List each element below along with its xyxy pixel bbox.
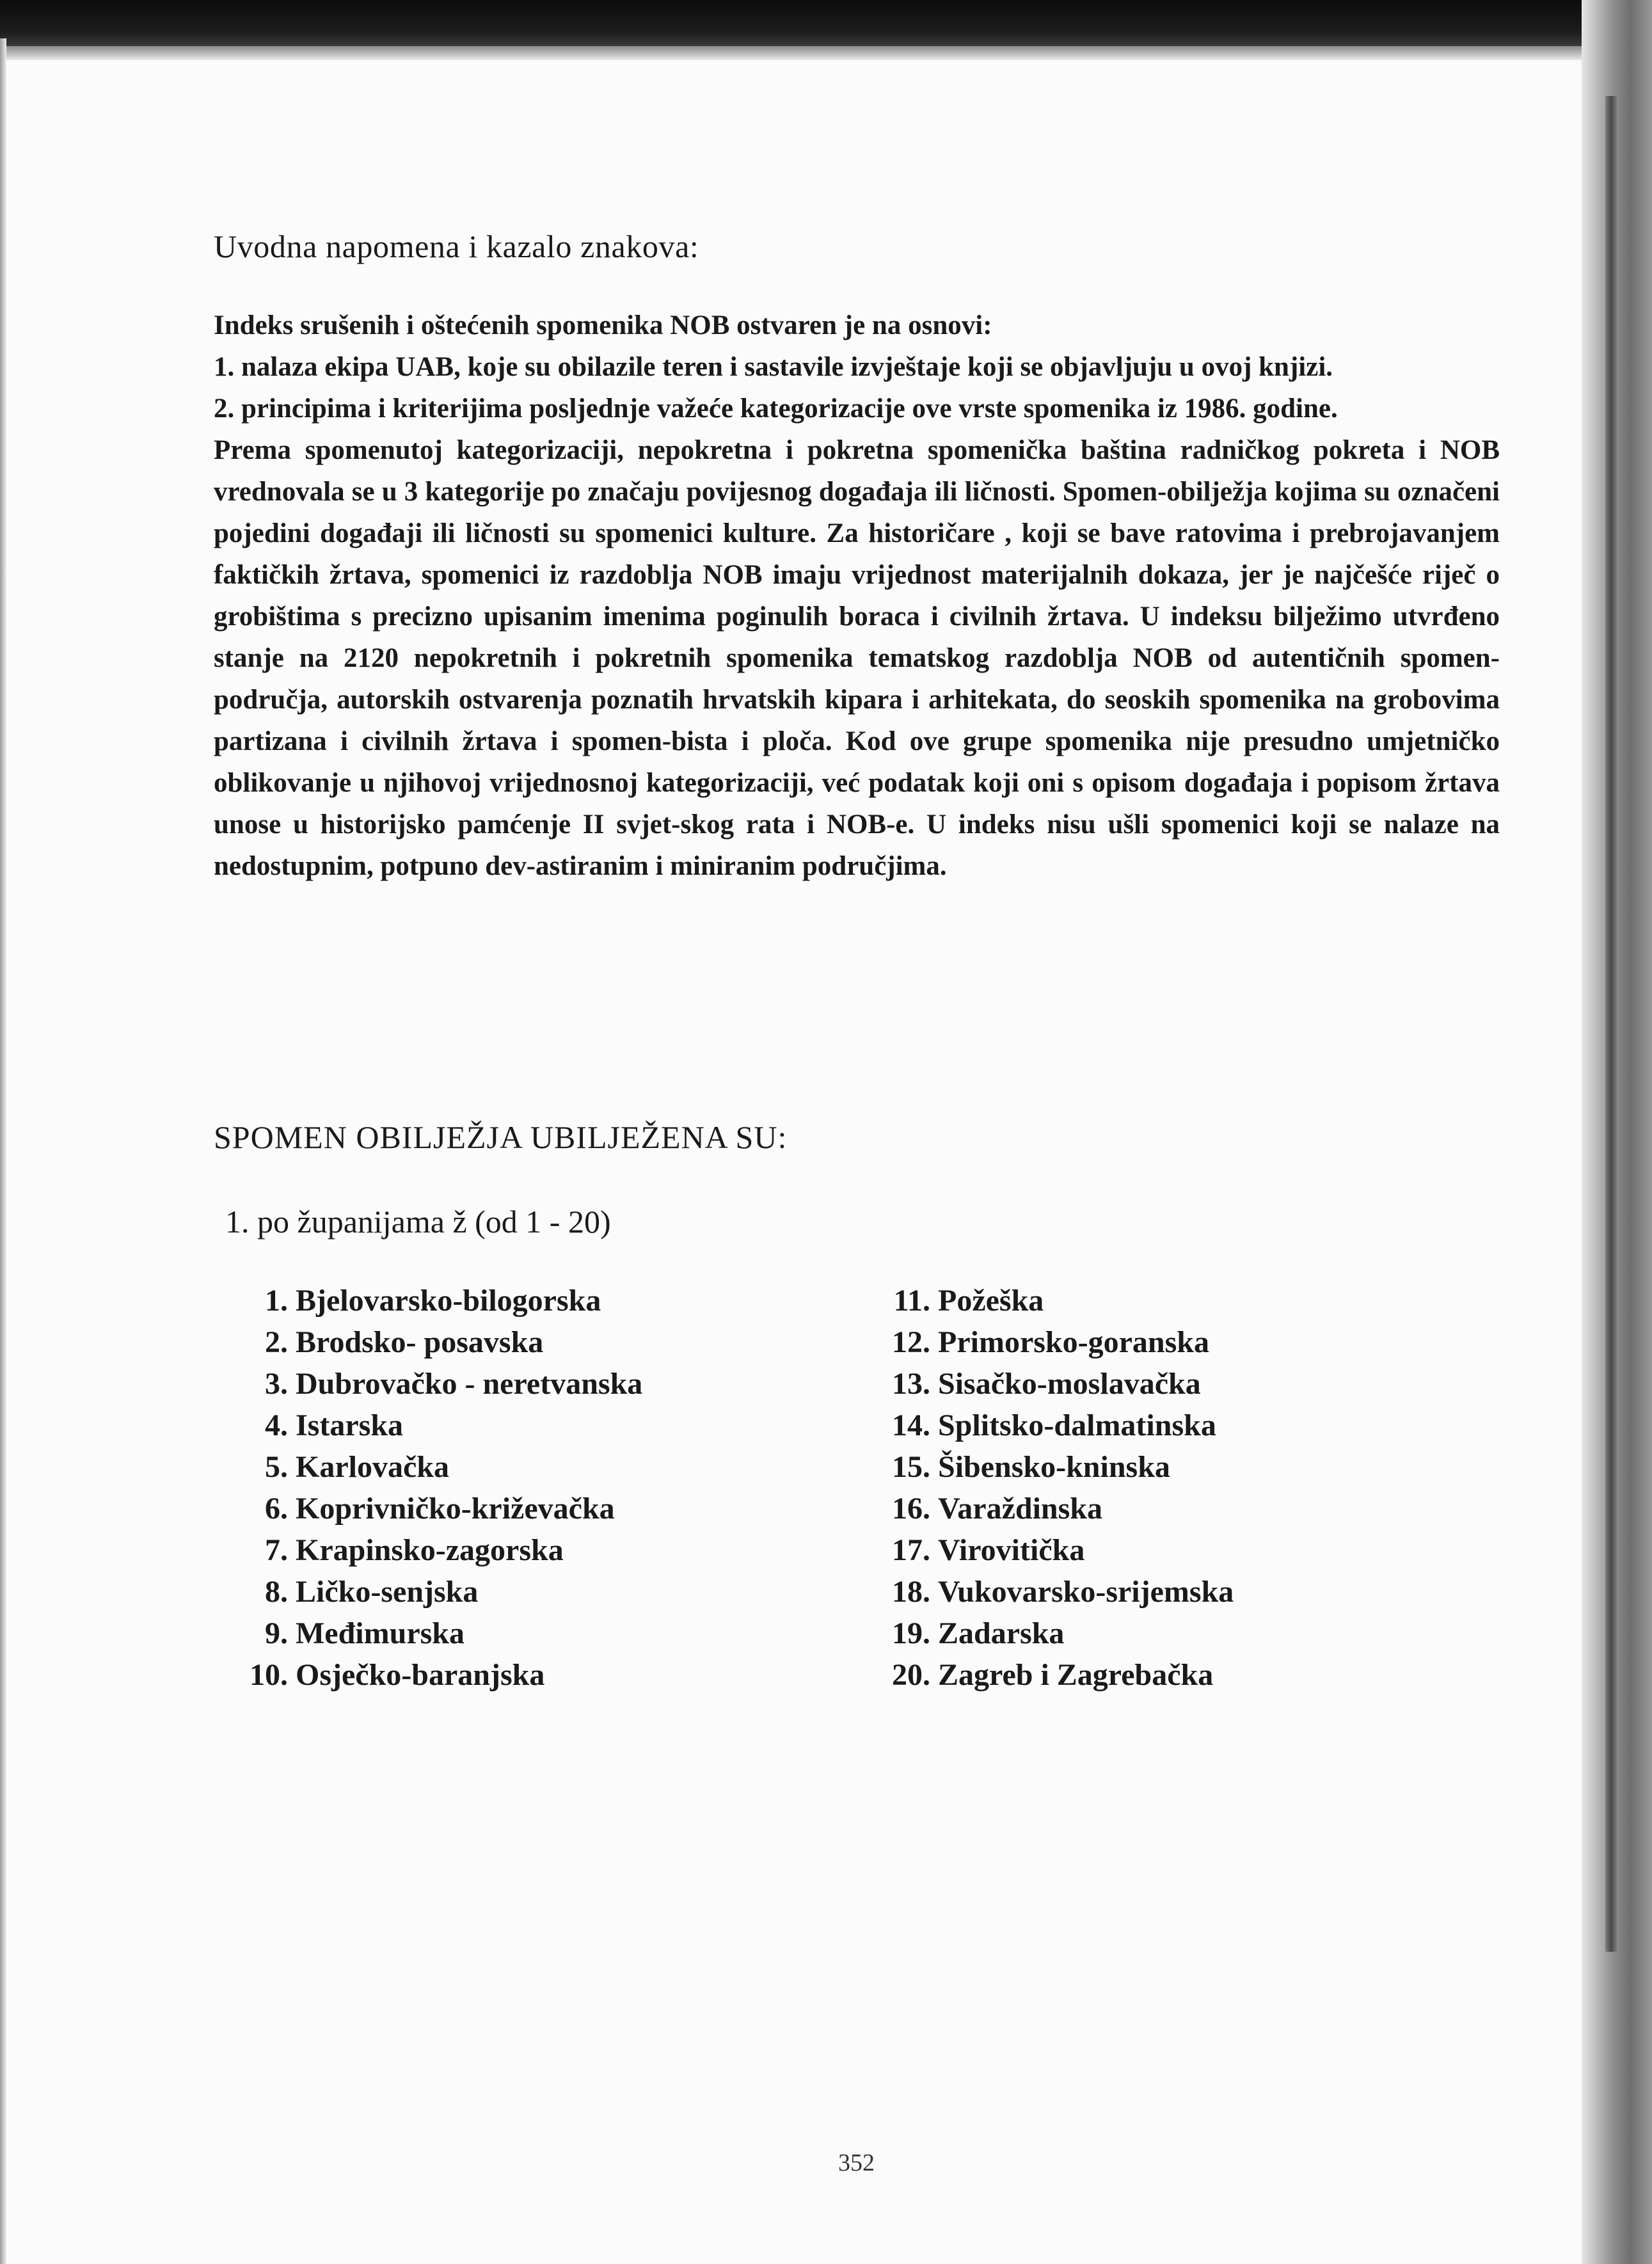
section-subtitle: 1. po županijama ž (od 1 - 20)	[225, 1204, 611, 1240]
list-item-number: 20.	[892, 1658, 930, 1692]
list-item-number: 4.	[265, 1408, 288, 1442]
list-item-name: Virovitička	[938, 1533, 1085, 1567]
list-item-name: Ličko-senjska	[296, 1575, 479, 1609]
list-item-number: 15.	[892, 1450, 930, 1484]
list-item-name: Sisačko-moslavačka	[938, 1367, 1201, 1401]
list-item	[233, 1654, 642, 1696]
list-item-number: 10.	[250, 1658, 288, 1692]
list-item	[233, 1571, 642, 1613]
list-item	[233, 1529, 642, 1571]
list-item-number: 12.	[892, 1325, 930, 1359]
list-item-number: 14.	[892, 1408, 930, 1442]
list-item-name: Šibensko-kninska	[938, 1450, 1170, 1484]
list-item-number: 8.	[265, 1575, 288, 1609]
list-item-number: 13.	[892, 1367, 930, 1401]
list-item-name: Istarska	[296, 1408, 404, 1442]
list-item	[875, 1321, 1234, 1363]
list-item	[233, 1488, 642, 1529]
intro-paragraph: 2. principima i kriterijima posljednje važeće kategorizacije ove vrste spomenika iz 1986. godine.	[214, 394, 1338, 424]
list-item	[875, 1654, 1234, 1696]
list-item-name: Zadarska	[938, 1616, 1065, 1650]
list-item	[875, 1488, 1234, 1529]
section-title: SPOMEN OBILJEŽJA UBILJEŽENA SU:	[214, 1119, 788, 1155]
list-item-name: Vukovarsko-srijemska	[938, 1575, 1234, 1609]
page-number: 352	[838, 2149, 875, 2176]
list-item-name: Bjelovarsko-bilogorska	[296, 1284, 601, 1318]
list-item	[875, 1613, 1234, 1654]
list-item-name: Karlovačka	[296, 1450, 449, 1484]
scan-left-edge	[0, 38, 6, 2264]
list-item-name: Primorsko-goranska	[938, 1325, 1209, 1359]
intro-paragraph: 1. nalaza ekipa UAB, koje su obilazile teren i sastavile izvještaje koji se objavljuju u ovoj knjizi.	[214, 352, 1333, 382]
list-item	[875, 1529, 1234, 1571]
list-item-number: 19.	[892, 1616, 930, 1650]
list-item-number: 2.	[265, 1325, 288, 1359]
list-item	[875, 1405, 1234, 1446]
list-item-name: Brodsko- posavska	[296, 1325, 544, 1359]
list-item-name: Koprivničko-križevačka	[296, 1492, 615, 1526]
list-item	[875, 1571, 1234, 1613]
list-item-number: 7.	[265, 1533, 288, 1567]
list-item-number: 11.	[893, 1284, 930, 1318]
list-item	[233, 1405, 642, 1446]
intro-paragraph: Indeks srušenih i oštećenih spomenika NOB ostvaren je na osnovi:	[214, 310, 992, 340]
list-item-number: 1.	[265, 1284, 288, 1318]
scan-top-shadow	[0, 46, 1652, 60]
list-item	[875, 1280, 1234, 1321]
scan-right-edge	[1582, 0, 1652, 2264]
intro-paragraph: Prema spomenutoj kategorizaciji, nepokretna i pokretna spomenička baština radničkog pokreta i NOB vrednovala se u 3 kategorije po značaju povijesnog događaja ili ličnosti. Spomen-obilježja kojima su označeni pojedini događaji ili ličnosti su spomenici kulture. Za historičare , koji se bave ratovima i prebrojavanjem faktičkih žrtava, spomenici iz razdoblja NOB imaju vrijednost materijalnih dokaza, jer je najčešće riječ o grobištima s precizno upisanim imenima poginulih boraca i civilnih žrtava. U indeksu bilježimo utvrđeno stanje na 2120 nepokretnih i pokretnih spomenika tematskog razdoblja NOB od autentičnih spomen- područja, autorskih ostvarenja poznatih hrvatskih kipara i arhitekata, do seoskih spomenika na grobovima partizana i civilnih žrtava i spomen-bista i ploča. Kod ove grupe spomenika nije presudno umjetničko oblikovanje u njihovoj vrijednosnoj kategorizaciji, već podatak koji oni s opisom događaja i popisom žrtava unose u historijsko pamćenje II svjet-skog rata i NOB-e. U indeks nisu ušli spomenici koji se nalaze na nedostupnim, potpuno dev-astiranim i miniranim područjima.	[214, 435, 1500, 881]
list-item-number: 5.	[265, 1450, 288, 1484]
list-item-name: Varaždinska	[938, 1492, 1102, 1526]
list-item-number: 3.	[265, 1367, 288, 1401]
intro-text	[214, 305, 1500, 887]
county-list-right	[875, 1280, 1234, 1696]
list-item	[233, 1446, 642, 1488]
list-item-number: 17.	[892, 1533, 930, 1567]
list-item	[875, 1446, 1234, 1488]
list-item	[875, 1363, 1234, 1405]
list-item	[233, 1280, 642, 1321]
list-item-name: Međimurska	[296, 1616, 465, 1650]
page-heading: Uvodna napomena i kazalo znakova:	[214, 228, 699, 264]
scan-top-edge	[0, 0, 1652, 46]
county-list-left	[233, 1280, 642, 1696]
scan-binding-shadow	[1605, 96, 1617, 1952]
list-item-number: 16.	[892, 1492, 930, 1526]
list-item-name: Osječko-baranjska	[296, 1658, 545, 1692]
list-item	[233, 1613, 642, 1654]
list-item-name: Krapinsko-zagorska	[296, 1533, 564, 1567]
list-item-name: Splitsko-dalmatinska	[938, 1408, 1216, 1442]
list-item-name: Zagreb i Zagrebačka	[938, 1658, 1214, 1692]
list-item-number: 6.	[265, 1492, 288, 1526]
list-item-number: 9.	[265, 1616, 288, 1650]
list-item-number: 18.	[892, 1575, 930, 1609]
list-item	[233, 1363, 642, 1405]
list-item-name: Dubrovačko - neretvanska	[296, 1367, 643, 1401]
list-item	[233, 1321, 642, 1363]
list-item-name: Požeška	[938, 1284, 1044, 1318]
